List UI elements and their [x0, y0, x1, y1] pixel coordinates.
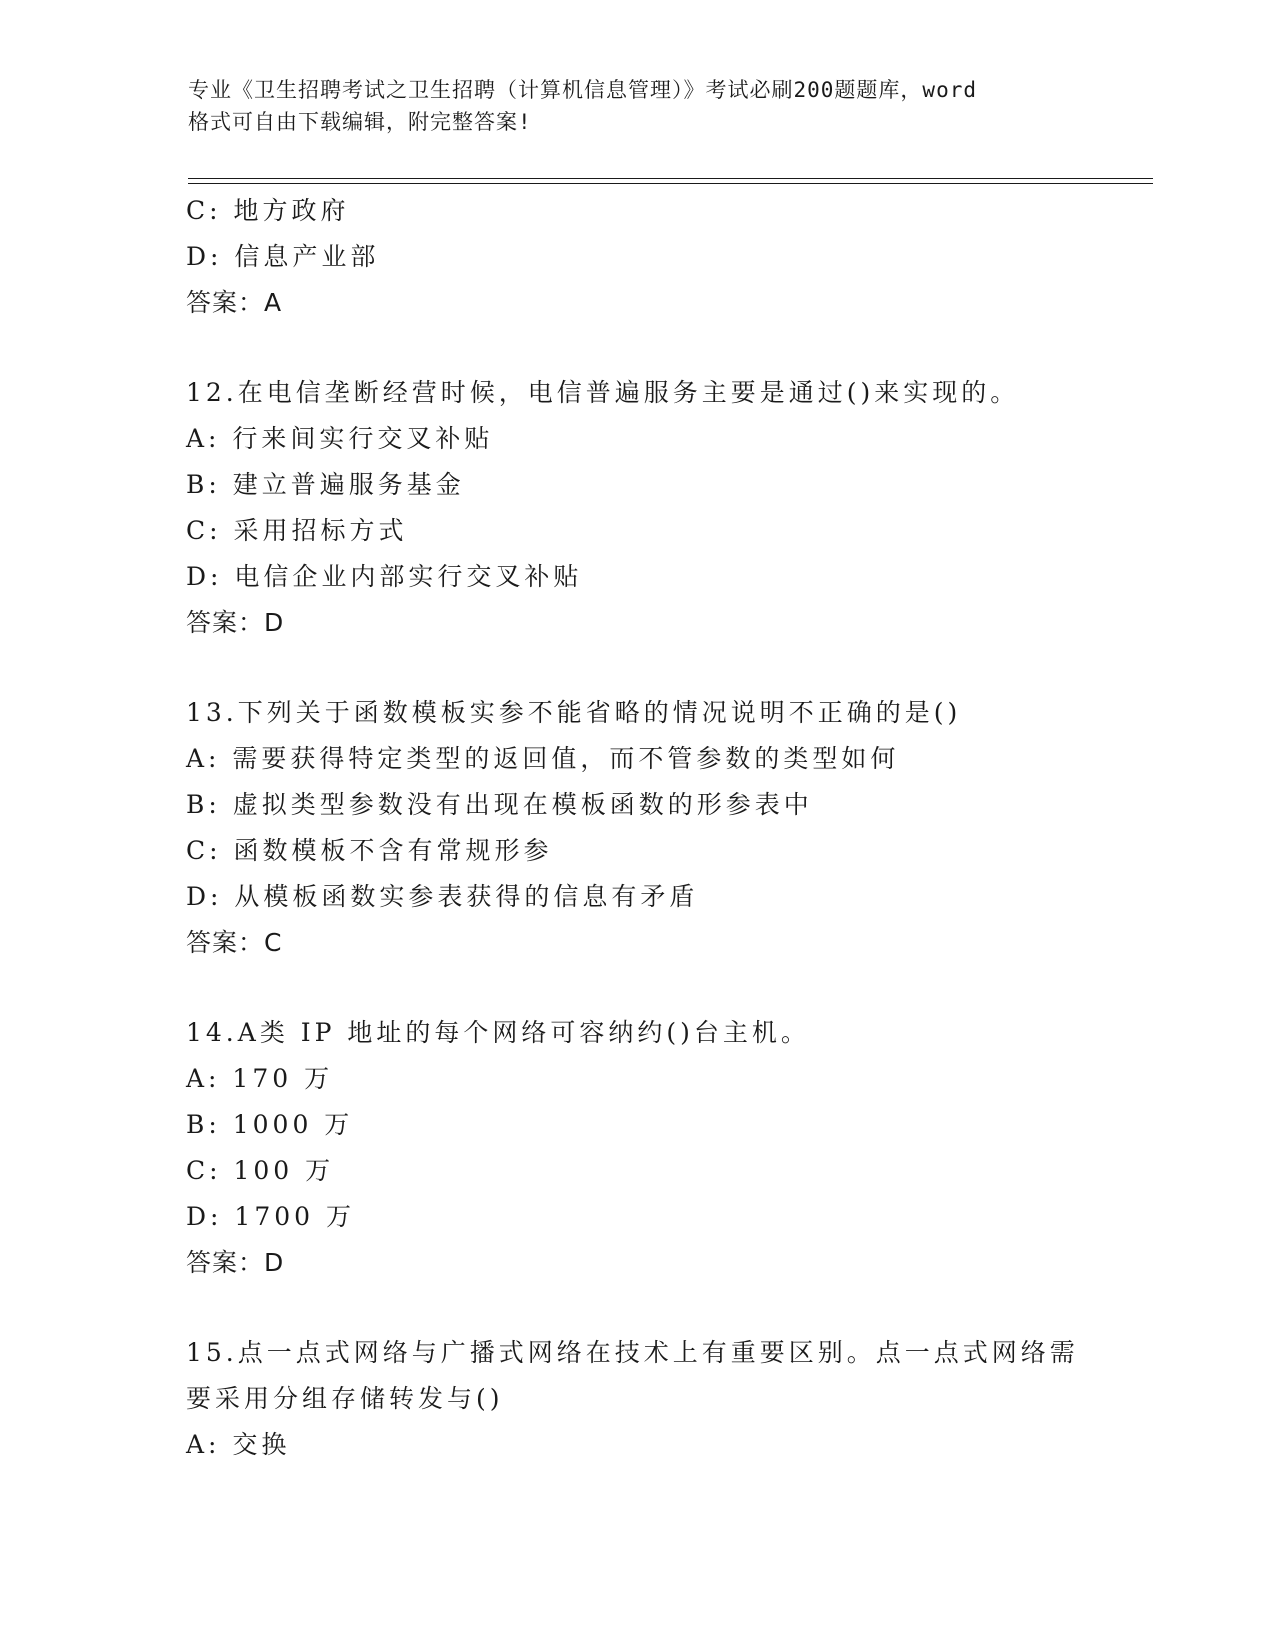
answer-line: 答案：A	[186, 288, 283, 317]
question-stem: 13.下列关于函数模板实参不能省略的情况说明不正确的是()	[186, 698, 962, 727]
question-14	[186, 1010, 1166, 1286]
spacer	[186, 326, 1166, 370]
question-15	[186, 1330, 1166, 1468]
document-header	[188, 74, 1088, 138]
question-continued	[186, 188, 1166, 326]
header-line-2: 格式可自由下载编辑，附完整答案!	[188, 110, 532, 134]
header-rule-bottom	[188, 183, 1153, 184]
option-b: B: 建立普遍服务基金	[186, 470, 465, 499]
spacer	[186, 1286, 1166, 1330]
question-stem-line-2: 要采用分组存储转发与()	[186, 1384, 504, 1413]
question-list	[186, 188, 1166, 1468]
option-b: B: 1000 万	[186, 1110, 354, 1139]
spacer	[186, 966, 1166, 1010]
option-a: A: 170 万	[186, 1064, 334, 1093]
answer-line: 答案：D	[186, 608, 285, 637]
option-a: A: 交换	[186, 1430, 291, 1459]
option-a: A: 行来间实行交叉补贴	[186, 424, 494, 453]
question-stem-line-1: 15.点一点式网络与广播式网络在技术上有重要区别。点一点式网络需	[186, 1338, 1079, 1367]
header-rule-top	[188, 178, 1153, 179]
option-c: C: 地方政府	[186, 196, 350, 225]
option-c: C: 100 万	[186, 1156, 335, 1185]
question-stem: 12.在电信垄断经营时候，电信普遍服务主要是通过()来实现的。	[186, 378, 1020, 407]
option-d: D: 信息产业部	[186, 242, 380, 271]
answer-line: 答案：C	[186, 928, 283, 957]
option-c: C: 函数模板不含有常规形参	[186, 836, 553, 865]
option-c: C: 采用招标方式	[186, 516, 408, 545]
option-a: A: 需要获得特定类型的返回值，而不管参数的类型如何	[186, 744, 900, 773]
question-13	[186, 690, 1166, 966]
question-stem: 14.A类 IP 地址的每个网络可容纳约()台主机。	[186, 1018, 810, 1047]
option-d: D: 从模板函数实参表获得的信息有矛盾	[186, 882, 699, 911]
option-d: D: 1700 万	[186, 1202, 355, 1231]
header-line-1: 专业《卫生招聘考试之卫生招聘（计算机信息管理）》考试必刷200题题库，word	[188, 78, 977, 102]
question-12	[186, 370, 1166, 646]
answer-line: 答案：D	[186, 1248, 285, 1277]
option-b: B: 虚拟类型参数没有出现在模板函数的形参表中	[186, 790, 813, 819]
spacer	[186, 646, 1166, 690]
option-d: D: 电信企业内部实行交叉补贴	[186, 562, 583, 591]
